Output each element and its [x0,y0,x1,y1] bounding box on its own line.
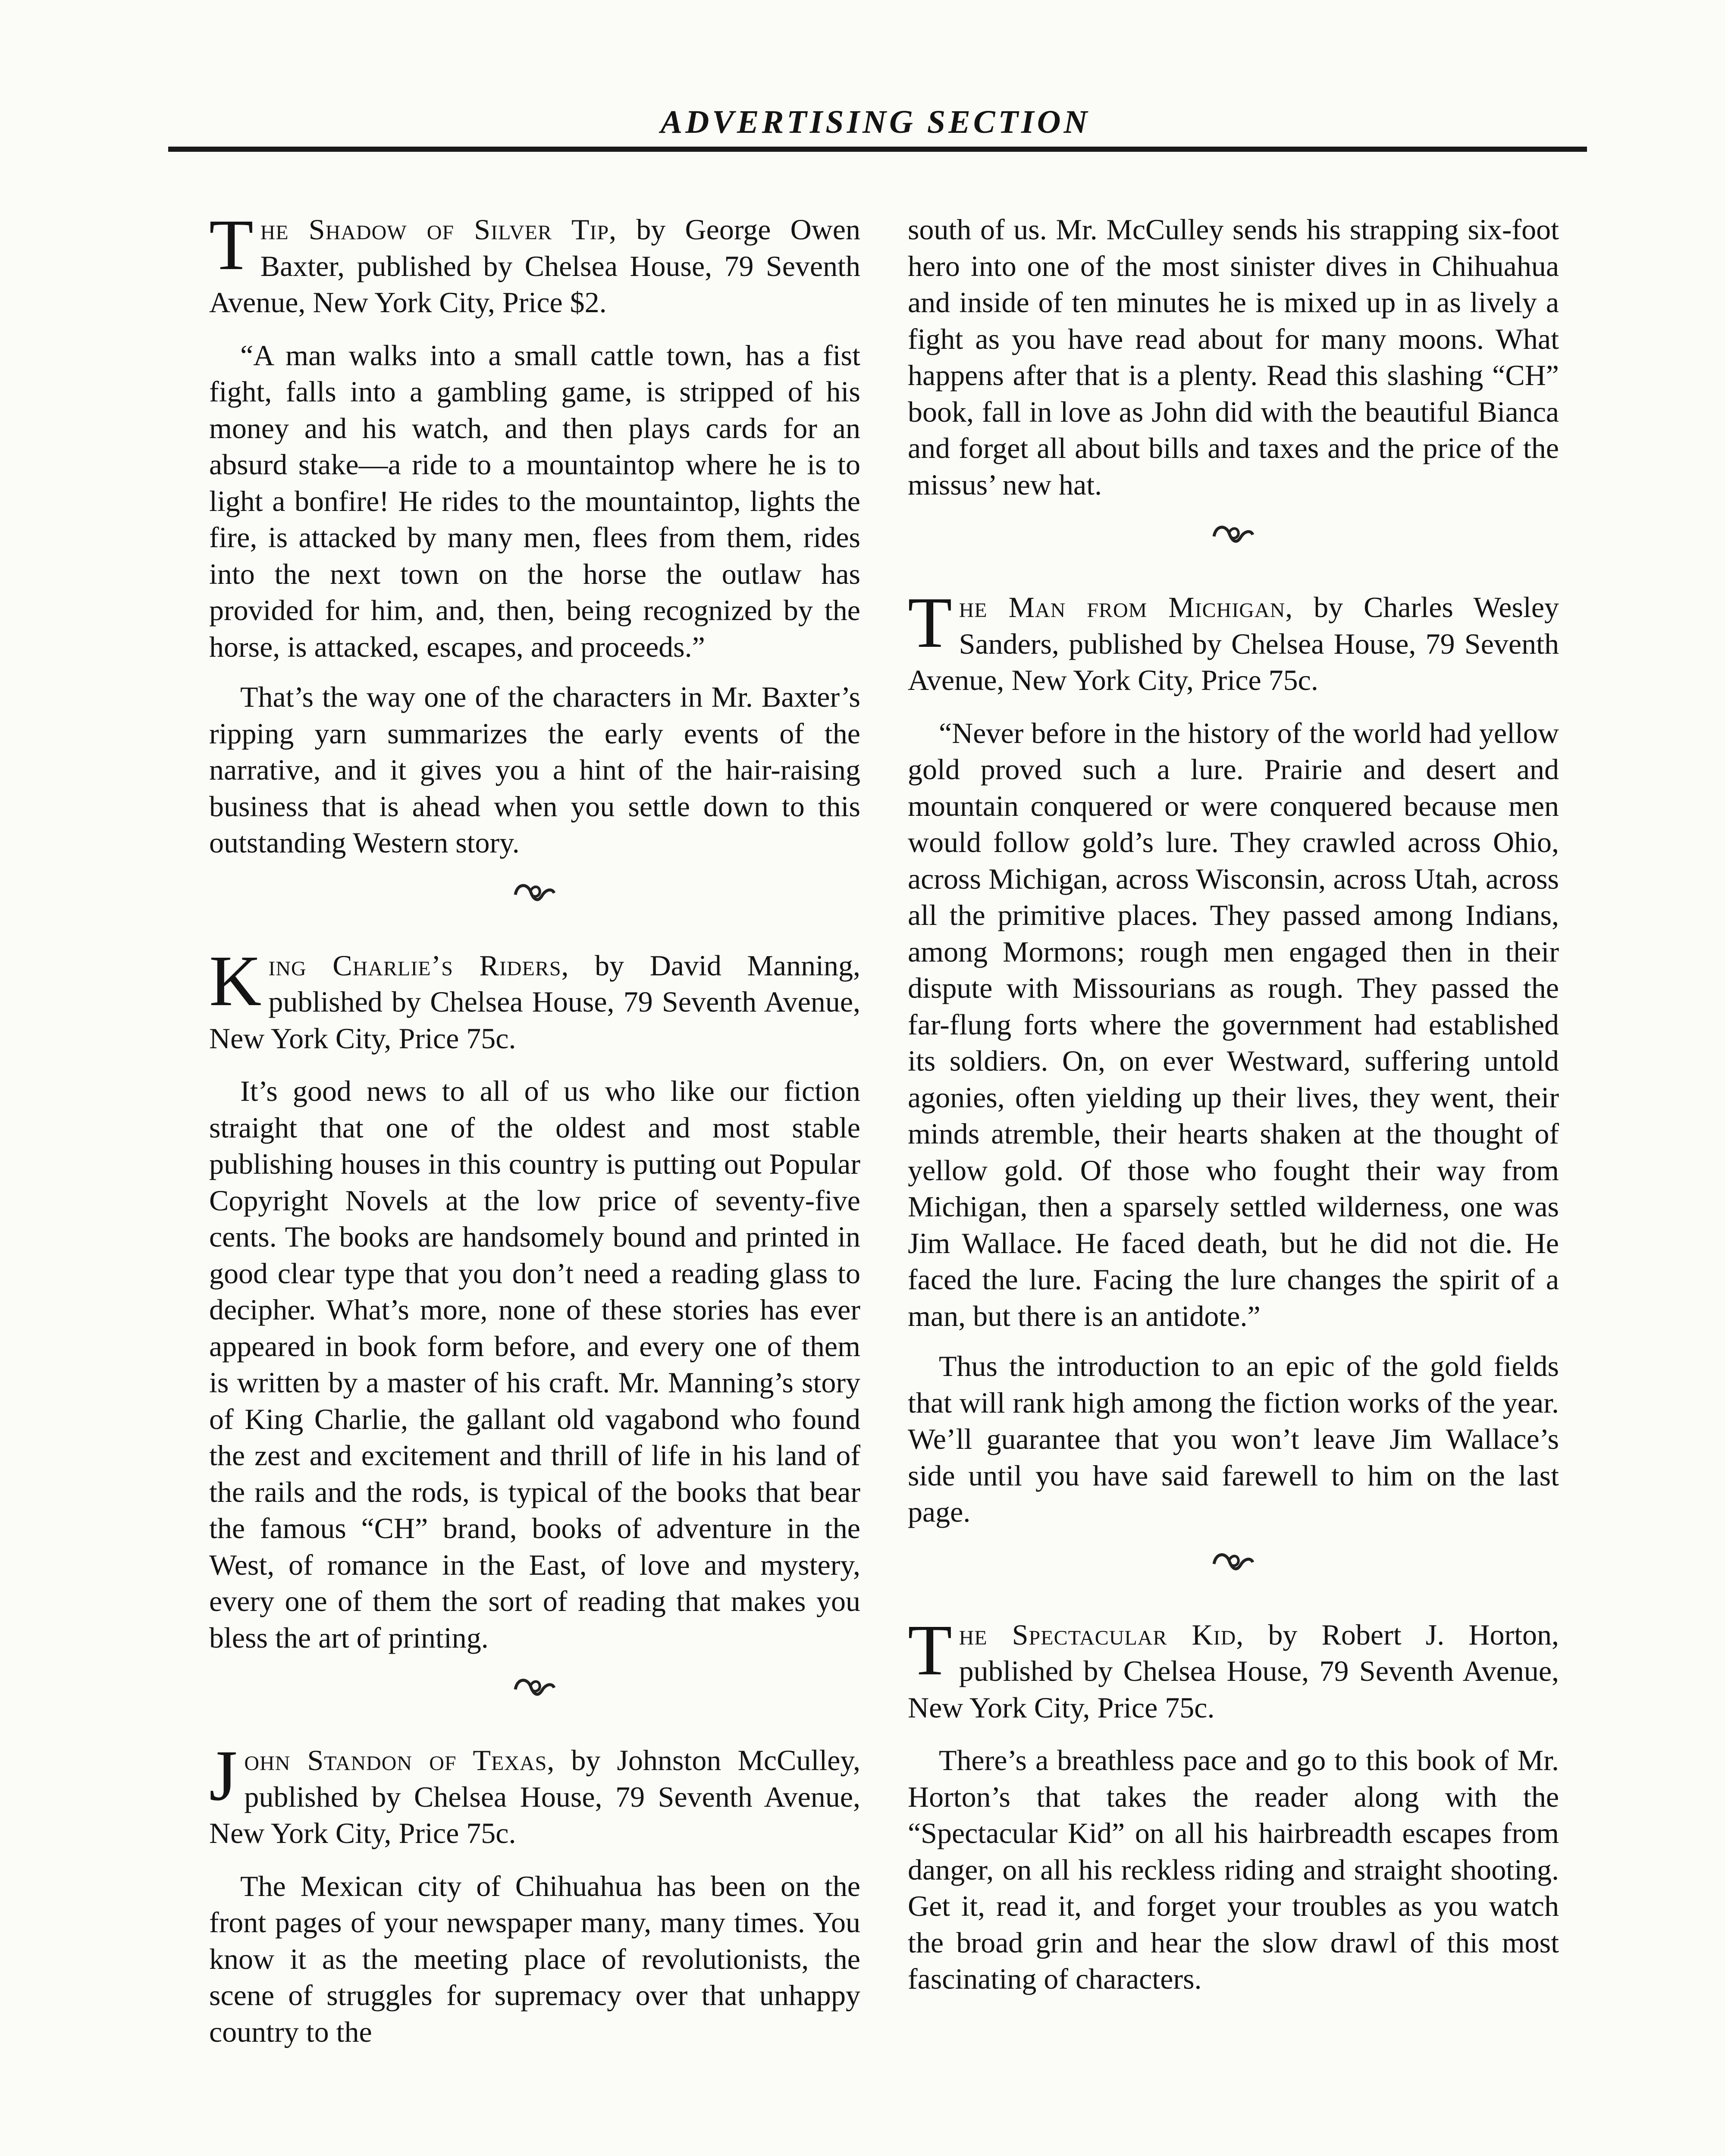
book-details: by Charles Wesley Sanders, published by Chelsea House, 79 Seventh Avenue, New York City, Price 75c. [908,591,1559,696]
continued-paragraph: south of us. Mr. McCulley sends his strapping six-foot hero into one of the most sinister dives in Chihuahua and inside of ten minutes he is mixed up in as lively a fight as you have read about for many moons. What happens after that is a plenty. Read this slashing “CH” book, fall in love as John did with the beautiful Bianca and forget all about bills and taxes and the price of the missus’ new hat. [908,213,1559,501]
book-listing-heading [209,205,860,321]
review-paragraph: There’s a breathless pace and go to this book of Mr. Horton’s that takes the reader along with the “Spectacular Kid” on all his hairbreadth escapes from danger, on all his reckless riding and straight shooting. Get it, read it, and forget your troubles as you watch the broad grin and hear the slow drawl of this most fascinating of characters. [908,1744,1559,1995]
swirl-ornament-icon [511,878,558,909]
book-details: by David Manning, published by Chelsea House, 79 Seventh Avenue, New York City, Price 75c. [209,949,860,1055]
book-details: by George Owen Baxter, published by Chelsea House, 79 Seventh Avenue, New York City, Price $2. [209,213,860,319]
review-paragraph: “A man walks into a small cattle town, has a fist fight, falls into a gambling game, is stripped of his money and his watch, and then plays cards for an absurd stake—a ride to a mountaintop where he is to light a bonfire! He rides to the mountaintop, lights the fire, is attacked by many men, flees from them, rides into the next town on the horse the outlaw has provided for him, and, then, being recognized by the horse, is attacked, escapes, and proceeds.” [209,338,860,663]
book-title: he Man from Michigan, [959,591,1293,624]
ornament-divider [209,1673,860,1712]
drop-cap: T [908,583,952,663]
book-title: ing Charlie’s Riders, [268,949,569,982]
review-paragraph: That’s the way one of the characters in Mr. Baxter’s ripping yarn summarizes the early events of the narrative, and it gives you a hint of the hair-raising business that is ahead when you settle down to this outstanding Western story. [209,680,860,859]
left-column [209,205,861,2064]
review-paragraph: Thus the introduction to an epic of the gold fields that will rank high among the fiction works of the year. We’ll guarantee that you won’t leave Jim Wallace’s side until you have said farewell to him on the last page. [908,1350,1559,1528]
book-title: he Spectacular Kid, [959,1618,1244,1651]
swirl-ornament-icon [1210,520,1257,550]
section-header [164,99,1587,151]
section-title: ADVERTISING SECTION [660,104,1091,140]
review-paragraph: “Never before in the history of the world had yellow gold proved such a lure. Prairie and desert and mountain conquered or were conquered because men would follow gold’s lure. They crawled across Ohio, across Michigan, across Wisconsin, across Utah, across all the primitive places. They passed among Indians, among Mormons; rough men engaged then in their dispute with Missourians as rough. They passed the far-flung forts where the government had established its soldiers. On, on ever Westward, suffering untold agonies, often yielding up their lives, they went, their minds atremble, their hearts shaken at the thought of yellow gold. Of those who fought their way from Michigan, then a sparsely settled wilderness, one was Jim Wallace. He faced death, but he did not die. He faced the lure. Facing the lure changes the spirit of a man, but there is an antidote.” [908,716,1559,1332]
review-paragraph: It’s good news to all of us who like our fiction straight that one of the oldest and most stable publishing houses in this country is putting out Popular Copyright Novels at the low price of seventy-five cents. The books are handsomely bound and printed in good clear type that you don’t need a reading glass to decipher. What’s more, none of these stories has ever appeared in book form before, and every one of them is written by a master of his craft. Mr. Manning’s story of King Charlie, the gallant old vagabond who found the zest and excitement and thrill of life in his land of the rails and the rods, is typical of the books that bear the famous “CH” brand, books of adventure in the West, of romance in the East, of love and mystery, every one of them the sort of reading that makes you bless the art of printing. [209,1075,860,1654]
book-title: he Shadow of Silver Tip, [260,213,617,246]
swirl-ornament-icon [511,1673,558,1703]
book-listing-heading [209,1736,861,1852]
book-title: ohn Standon of Texas, [244,1744,555,1777]
review-paragraph: The Mexican city of Chihuahua has been on the front pages of your newspaper many, many times. You know it as the meeting place of revolutionists, the scene of struggles for supremacy over that unhappy country to the [209,1869,860,2048]
book-details: by Johnston McCulley, published by Chelsea House, 79 Seventh Avenue, New York City, Price 75c. [209,1744,861,1849]
book-listing-heading [908,583,1559,699]
ornament-divider [209,878,860,917]
drop-cap: T [209,205,254,285]
ornament-divider [908,520,1559,559]
book-details: by Robert J. Horton, published by Chelsea House, 79 Seventh Avenue, New York City, Price 75c. [908,1618,1559,1724]
right-column [908,211,1559,2011]
header-rule [168,147,1587,152]
book-listing-heading [209,940,860,1057]
swirl-ornament-icon [1210,1548,1257,1578]
drop-cap: J [209,1736,238,1816]
ornament-divider [908,1548,1559,1586]
book-listing-heading [908,1610,1559,1726]
drop-cap: K [209,940,262,1021]
drop-cap: T [908,1610,952,1690]
